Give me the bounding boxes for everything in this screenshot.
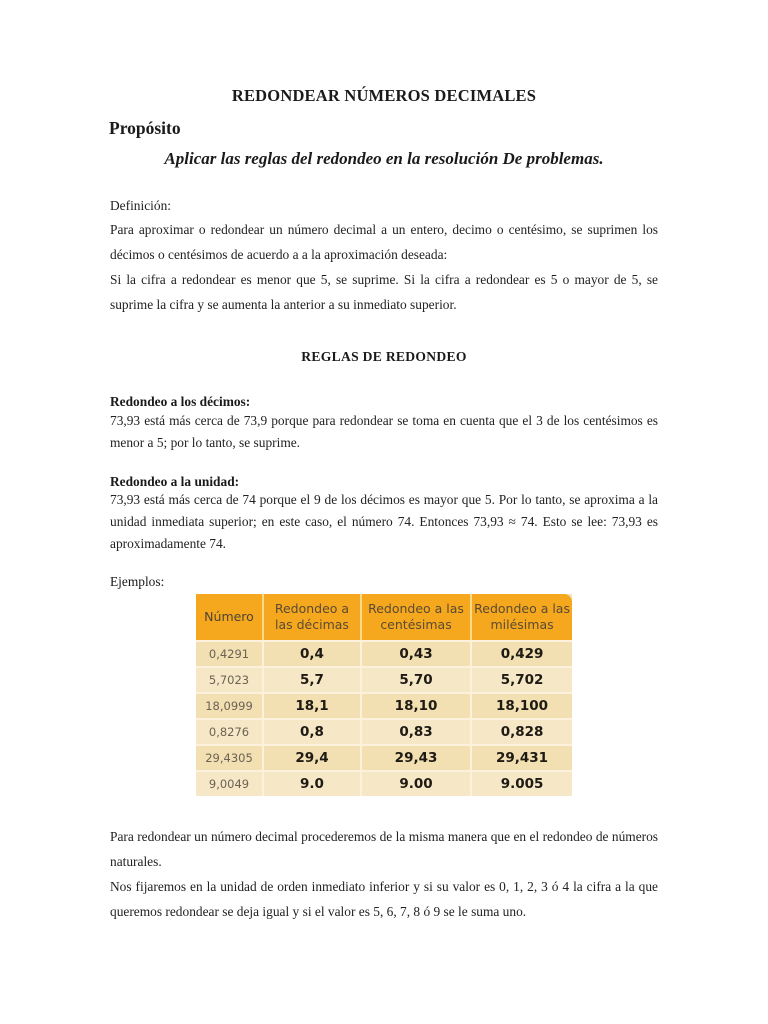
cell-thousandths: 9.005	[472, 770, 572, 796]
cell-number: 0,8276	[196, 718, 264, 744]
table-row	[196, 718, 572, 744]
cell-tenths: 9.0	[264, 770, 362, 796]
cell-hundredths: 9.00	[362, 770, 472, 796]
cell-hundredths: 0,43	[362, 640, 472, 666]
header-tenths: Redondeo a las décimas	[264, 594, 362, 640]
cell-thousandths: 29,431	[472, 744, 572, 770]
closing-paragraph-2: Nos fijaremos en la unidad de orden inmediato inferior y si su valor es 0, 1, 2, 3 ó 4 la cifra a la que queremos redondear se deja igual y si el valor es 5, 6, 7, 8 ó 9 se le suma uno.	[110, 879, 658, 919]
examples-label: Ejemplos:	[110, 574, 165, 589]
cell-tenths: 29,4	[264, 744, 362, 770]
table-row	[196, 770, 572, 796]
header-hundredths: Redondeo a las centésimas	[362, 594, 472, 640]
cell-number: 29,4305	[196, 744, 264, 770]
cell-thousandths: 18,100	[472, 692, 572, 718]
cell-number: 9,0049	[196, 770, 264, 796]
table-row	[196, 640, 572, 666]
table-row	[196, 692, 572, 718]
cell-thousandths: 0,828	[472, 718, 572, 744]
cell-tenths: 5,7	[264, 666, 362, 692]
purpose-heading: Propósito	[109, 118, 181, 138]
rules-heading: REGLAS DE REDONDEO	[301, 349, 467, 364]
unit-heading: Redondeo a la unidad:	[110, 474, 240, 489]
cell-number: 18,0999	[196, 692, 264, 718]
cell-number: 5,7023	[196, 666, 264, 692]
header-thousandths: Redondeo a las milésimas	[472, 594, 572, 640]
definition-paragraph-2: Si la cifra a redondear es menor que 5, se suprime. Si la cifra a redondear es 5 o mayor de 5, se suprime la cifra y se aumenta la anterior a su inmediato superior.	[110, 272, 658, 312]
table-header-row	[196, 594, 572, 640]
cell-thousandths: 5,702	[472, 666, 572, 692]
tenths-heading: Redondeo a los décimos:	[110, 394, 251, 409]
rounding-examples-table	[196, 594, 572, 792]
table-row	[196, 744, 572, 770]
cell-tenths: 0,4	[264, 640, 362, 666]
tenths-text: 73,93 está más cerca de 73,9 porque para redondear se toma en cuenta que el 3 de los centésimos es menor a 5; por lo tanto, se suprime.	[110, 413, 658, 450]
document-title: REDONDEAR NÚMEROS DECIMALES	[231, 86, 537, 105]
cell-tenths: 18,1	[264, 692, 362, 718]
definition-label: Definición:	[110, 198, 171, 213]
definition-paragraph-1: Para aproximar o redondear un número decimal a un entero, decimo o centésimo, se suprimen los décimos o centésimos de acuerdo a a la aproximación deseada:	[110, 222, 658, 262]
table-row	[196, 666, 572, 692]
unit-text: 73,93 está más cerca de 74 porque el 9 de los décimos es mayor que 5. Por lo tanto, se aproxima a la unidad inmediata superior; en este caso, el número 74. Entonces 73,93 ≈ 74. Esto se lee: 73,93 es aproximadamente 74.	[110, 492, 658, 551]
cell-number: 0,4291	[196, 640, 264, 666]
cell-hundredths: 18,10	[362, 692, 472, 718]
cell-hundredths: 5,70	[362, 666, 472, 692]
header-number: Número	[196, 594, 264, 640]
cell-thousandths: 0,429	[472, 640, 572, 666]
cell-tenths: 0,8	[264, 718, 362, 744]
cell-hundredths: 0,83	[362, 718, 472, 744]
purpose-text: Aplicar las reglas del redondeo en la resolución De problemas.	[164, 149, 604, 168]
closing-paragraph-1: Para redondear un número decimal procederemos de la misma manera que en el redondeo de números naturales.	[110, 829, 658, 869]
cell-hundredths: 29,43	[362, 744, 472, 770]
rounding-table	[196, 594, 572, 796]
